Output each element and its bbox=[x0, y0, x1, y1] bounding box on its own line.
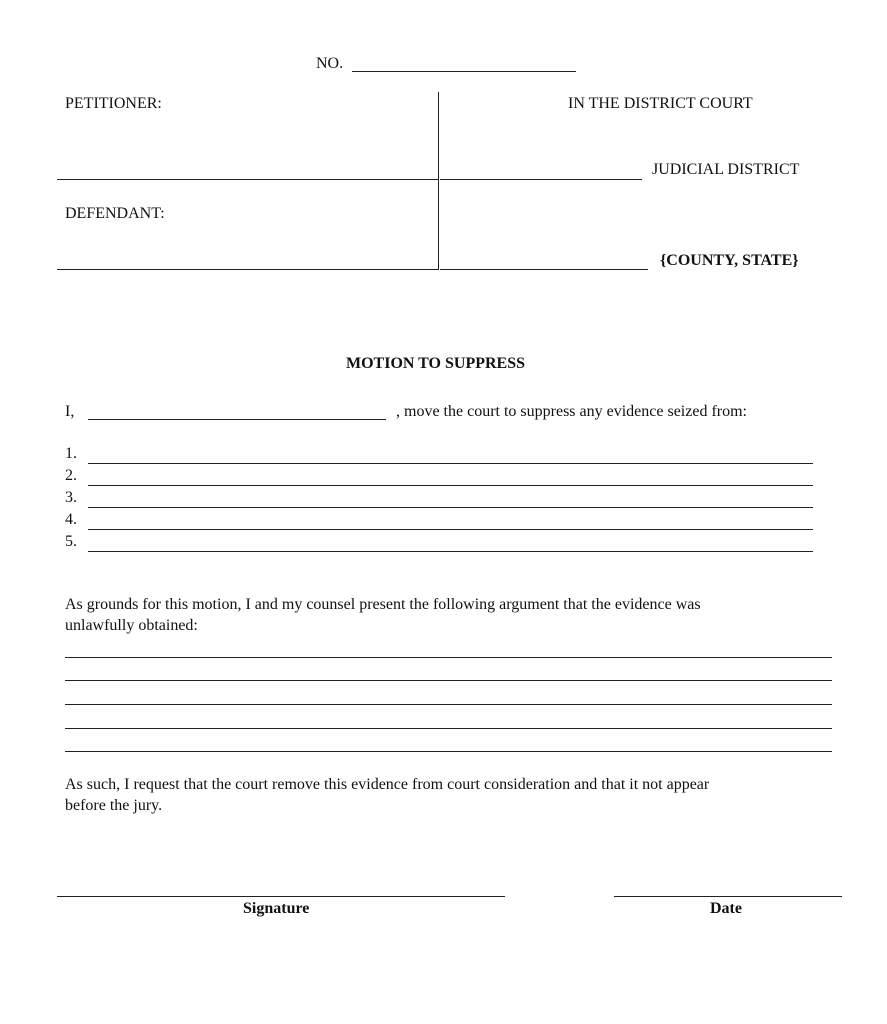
intro-suffix: , move the court to suppress any evidence seized from: bbox=[396, 403, 747, 420]
argument-field-4[interactable] bbox=[65, 728, 832, 729]
argument-field-1[interactable] bbox=[65, 657, 832, 658]
evidence-item-field-3[interactable] bbox=[88, 507, 813, 508]
argument-field-3[interactable] bbox=[65, 704, 832, 705]
district-number-field[interactable] bbox=[440, 179, 642, 180]
argument-field-5[interactable] bbox=[65, 751, 832, 752]
petitioner-name-field[interactable] bbox=[57, 179, 438, 180]
list-item-number: 2. bbox=[65, 467, 77, 484]
caption-divider bbox=[438, 92, 439, 270]
intro-prefix: I, bbox=[65, 403, 75, 420]
list-item-number: 1. bbox=[65, 445, 77, 462]
evidence-item-field-4[interactable] bbox=[88, 529, 813, 530]
movant-name-field[interactable] bbox=[88, 419, 386, 420]
case-number-field[interactable] bbox=[352, 71, 576, 72]
date-field[interactable] bbox=[614, 896, 842, 897]
county-state-label: {COUNTY, STATE} bbox=[660, 252, 799, 269]
evidence-item-field-1[interactable] bbox=[88, 463, 813, 464]
evidence-item-field-5[interactable] bbox=[88, 551, 813, 552]
court-label: IN THE DISTRICT COURT bbox=[568, 95, 753, 112]
date-label: Date bbox=[710, 900, 742, 917]
defendant-label: DEFENDANT: bbox=[65, 205, 165, 222]
evidence-item-field-2[interactable] bbox=[88, 485, 813, 486]
case-number-label: NO. bbox=[316, 55, 344, 72]
request-text-line-1: As such, I request that the court remove this evidence from court consideration and that it not appear bbox=[65, 776, 710, 793]
request-text-line-2: before the jury. bbox=[65, 797, 163, 814]
district-label: JUDICIAL DISTRICT bbox=[652, 161, 800, 178]
signature-field[interactable] bbox=[57, 896, 505, 897]
list-item-number: 5. bbox=[65, 533, 77, 550]
defendant-name-field[interactable] bbox=[57, 269, 438, 270]
list-item-number: 4. bbox=[65, 511, 77, 528]
page-title: MOTION TO SUPPRESS bbox=[346, 355, 526, 372]
grounds-text-line-2: unlawfully obtained: bbox=[65, 617, 198, 634]
county-state-field[interactable] bbox=[440, 269, 648, 270]
petitioner-label: PETITIONER: bbox=[65, 95, 162, 112]
list-item-number: 3. bbox=[65, 489, 77, 506]
argument-field-2[interactable] bbox=[65, 680, 832, 681]
signature-label: Signature bbox=[243, 900, 310, 917]
grounds-text-line-1: As grounds for this motion, I and my counsel present the following argument that the evidence was bbox=[65, 596, 701, 613]
